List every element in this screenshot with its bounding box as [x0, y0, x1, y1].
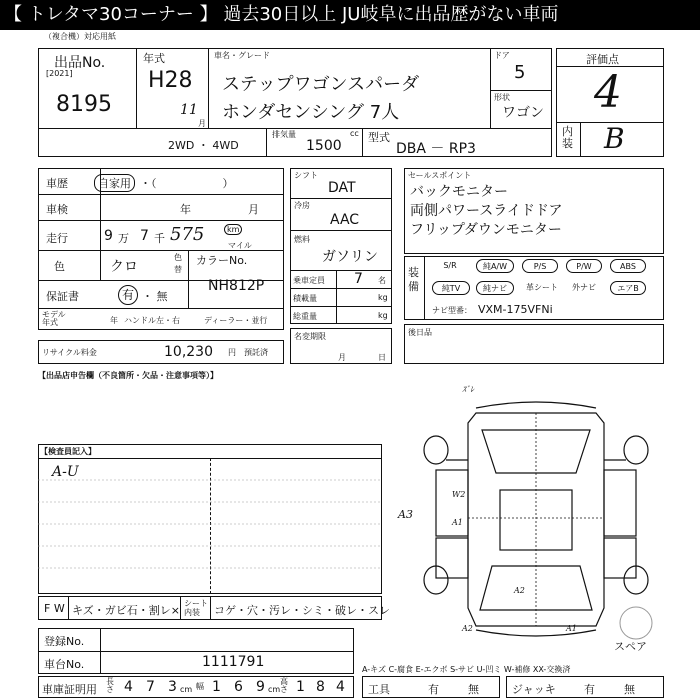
color-value: クロ	[110, 259, 138, 275]
recycle-unit: 円	[228, 348, 236, 357]
warranty-yes: 有	[118, 285, 138, 305]
cert-len-1: 4	[124, 679, 133, 695]
handle-value: 左・右	[156, 316, 180, 325]
score-label: 評価点	[586, 53, 619, 66]
cert-width-1: 1	[212, 679, 221, 695]
equip-pw: P/W	[566, 259, 602, 273]
diagram-mark-6: A2	[462, 624, 473, 633]
floor-fw: F W	[44, 602, 65, 615]
total-weight-unit: kg	[378, 311, 388, 320]
inspection-year-unit: 年	[180, 203, 191, 216]
equip-ext-navi: 外ナビ	[572, 283, 596, 292]
mileage-man: 9	[104, 228, 113, 244]
capacity-value: 7	[354, 271, 363, 287]
car-label: 車名・グレード	[214, 51, 270, 60]
history-label: 車歴	[46, 177, 68, 190]
mileage-label: 走行	[46, 232, 68, 245]
equip-navi: 純ナビ	[476, 281, 514, 295]
warranty-label: 保証書	[46, 290, 79, 303]
equip-alloy: 純A/W	[476, 259, 514, 273]
cert-len-3: 3	[168, 679, 177, 695]
mileage-mile: マイル	[228, 241, 252, 250]
total-weight-label: 総重量	[293, 312, 317, 321]
cert-height-label: 高さ	[280, 677, 288, 694]
car-name: ステップワゴンスパーダ	[222, 74, 420, 95]
model-value: DBA － RP3	[396, 141, 476, 157]
cert-unit-1: cm	[180, 685, 193, 694]
spare-label: スペア	[614, 640, 647, 653]
navi-label: ナビ型番：	[432, 306, 472, 315]
sales-points-label: セールスポイント	[408, 171, 472, 180]
fuel-value: ガソリン	[322, 249, 378, 265]
inspection-month-unit: 月	[248, 203, 259, 216]
recycle-label: リサイクル料金	[42, 348, 97, 357]
drive-value: 2WD ・ 4WD	[168, 139, 239, 152]
floor-seat-label: シート内装	[184, 599, 208, 617]
diagram-mark-1: ｽﾞﾚ	[462, 385, 474, 394]
load-unit: kg	[378, 293, 388, 302]
jack-yes: 有	[584, 683, 595, 696]
equip-ps: P/S	[522, 259, 558, 273]
recycle-note: 預託済	[244, 348, 268, 357]
cert-len-label: 長さ	[106, 677, 114, 694]
inspector-label: 【検査員記入】	[40, 447, 96, 456]
year-month: 11	[180, 102, 198, 118]
cert-width-2: 6	[234, 679, 243, 695]
later-doc-label: 後日品	[408, 328, 432, 337]
tools-yes: 有	[428, 683, 439, 696]
equip-airbag: エアB	[610, 281, 646, 295]
door-value: 5	[514, 62, 526, 83]
mileage-km: km	[224, 224, 242, 235]
inspector-grid	[38, 458, 382, 594]
equip-leather: 革シート	[526, 283, 558, 292]
history-rest: ・（ ）	[140, 177, 234, 190]
jack-label: ジャッキ	[512, 683, 556, 696]
navi-model: VXM-175VFNi	[478, 303, 553, 316]
history-value: 自家用	[94, 174, 135, 192]
interior-value: B	[604, 122, 625, 155]
dealer-label: ディーラー・並行	[204, 316, 268, 325]
cert-len-2: 7	[146, 679, 155, 695]
equip-sr: S/R	[443, 261, 457, 270]
cert-height-3: 4	[336, 679, 345, 695]
chassis-label: 車台No.	[44, 658, 85, 671]
diagram-mark-4: A1	[452, 518, 463, 527]
sales-point-3: フリップダウンモニター	[410, 222, 562, 238]
color-code: NH812P	[208, 278, 265, 294]
capacity-label: 乗車定員	[293, 276, 325, 285]
floor-fw-items: キズ・ガビ石・割レ×	[72, 604, 180, 617]
displacement-label: 排気量	[272, 130, 296, 139]
equip-tv: 純TV	[432, 281, 470, 295]
sales-point-1: バックモニター	[410, 184, 508, 200]
cert-width-3: 9	[256, 679, 265, 695]
cert-height-1: 1	[296, 679, 305, 695]
displacement-value: 1500	[306, 138, 342, 154]
tools-no: 無	[468, 683, 479, 696]
lot-label: 出品No.	[54, 55, 106, 71]
score-value: 4	[594, 67, 622, 118]
seller-notes-label: 【出品店申告欄（不良箇所・欠品・注意事項等）】	[38, 371, 218, 380]
year-label: 年式	[143, 52, 165, 65]
banner-title: 【 トレタマ30コーナー 】 過去30日以上 JU岐阜に出品歴がない車両	[0, 0, 700, 30]
diagram-mark-3: W2	[452, 490, 466, 499]
model-label: 型式	[368, 131, 390, 144]
model-year-label: モデル年式	[42, 310, 66, 327]
diagram-mark-7: A1	[566, 624, 577, 633]
equipment-label: 装備	[408, 266, 419, 293]
cert-unit-2: cm	[268, 685, 281, 694]
color-label: 色	[54, 260, 65, 273]
color-change-label: 色替	[174, 253, 182, 274]
cert-label: 車庫証明用	[42, 683, 97, 696]
jack-no: 無	[624, 683, 635, 696]
cert-height-2: 8	[316, 679, 325, 695]
car-diagram	[396, 378, 692, 648]
model-year-unit: 年	[110, 316, 118, 325]
shape-label: 形状	[494, 93, 510, 102]
tools-label: 工具	[368, 683, 390, 696]
change-day-unit: 日	[378, 353, 386, 362]
inspector-note: A-U	[52, 464, 79, 480]
year-value: H28	[148, 68, 193, 93]
equip-abs: ABS	[610, 259, 646, 273]
capacity-unit: 名	[378, 276, 386, 285]
mileage-sen: 7	[140, 228, 149, 244]
later-doc-block	[404, 324, 664, 364]
displacement-unit: cc	[350, 129, 359, 138]
mileage-sen-unit: 千	[154, 232, 165, 245]
shift-label: シフト	[294, 171, 318, 180]
top-note: （複合機）対応用紙	[44, 32, 116, 41]
lot-stamp: [2021]	[46, 69, 73, 78]
change-label: 名変期限	[294, 332, 326, 341]
shift-value: DAT	[328, 180, 356, 196]
car-grade: ホンダセンシング 7人	[222, 102, 400, 123]
aircon-label: 冷房	[294, 201, 310, 210]
warranty-no: ・ 無	[142, 290, 168, 303]
recycle-value: 10,230	[164, 344, 213, 360]
diagram-mark-5: A2	[514, 586, 525, 595]
change-month-unit: 月	[338, 353, 346, 362]
damage-legend: A-キズ C-腐食 E-エクボ S-サビ U-凹ミ W-補修 XX-交換済	[362, 665, 571, 674]
color-code-label: カラーNo.	[196, 254, 248, 267]
registration-label: 登録No.	[44, 635, 85, 648]
inspection-label: 車検	[46, 203, 68, 216]
shape-value: ワゴン	[502, 105, 544, 121]
mileage-hand: 575	[170, 224, 205, 245]
diagram-mark-2: A3	[398, 508, 413, 521]
load-label: 積載量	[293, 294, 317, 303]
mileage-man-unit: 万	[118, 232, 129, 245]
handle-label: ハンドル	[124, 316, 156, 325]
floor-seat-items: コゲ・穴・汚レ・シミ・破レ・スレ	[214, 604, 390, 617]
interior-label: 内装	[562, 125, 573, 150]
chassis-value: 1111791	[202, 654, 265, 670]
lot-number: 8195	[56, 92, 112, 117]
door-label: ドア	[494, 51, 510, 60]
aircon-value: AAC	[330, 212, 360, 228]
cert-width-label: 幅	[196, 682, 204, 691]
year-month-unit: 月	[198, 119, 206, 128]
sales-point-2: 両側パワースライドドア	[410, 203, 563, 219]
fuel-label: 燃料	[294, 235, 310, 244]
